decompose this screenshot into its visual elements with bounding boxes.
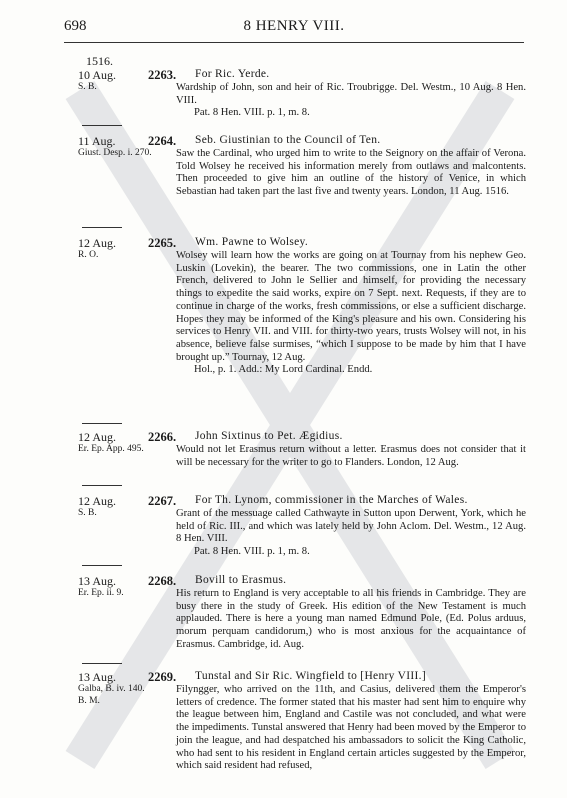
entry-ref: Hol., p. 1. Add.: My Lord Cardinal. Endd. — [194, 364, 373, 376]
entry-text: Filyngger, who arrived on the 11th, and Casius, delivered them the Emperor's letters of credence. The former stated that his master had sent him to enquire why the league between him, England and Castile was not concluded, and what were the impediments. Tunstal answered that Henry had been moved by the Emperor to join the league, and had despatched his ambassadors to solicit the King Catholic, who had sent to his resident in England certain articles suggested by the Emperor, which said resident had refused, — [176, 684, 526, 772]
entry-date: 12 Aug. — [78, 430, 117, 444]
entry-text: Saw the Cardinal, who urged him to write to the Seignory on the affair of Verona. Told Wolsey he received his information merely from outlaws and malcontents. Then proceeded to give him an outline of the history of Venice, in which Sebastian had taken part the last five and twenty years. London, 11 Aug. 1516. — [176, 148, 526, 198]
entry-date: 10 Aug. — [78, 68, 117, 82]
page-header — [64, 18, 524, 38]
entry-title: Seb. Giustinian to the Council of Ten. — [195, 134, 381, 146]
header-rule — [64, 42, 524, 43]
entry-title: Tunstal and Sir Ric. Wingfield to [Henry VIII.] — [195, 670, 426, 682]
separator — [82, 485, 122, 486]
entry-source: Giust. Desp. i. 270. — [78, 148, 152, 158]
entry-text: Grant of the messuage called Cathwayte in Sutton upon Derwent, York, which he held of Ric. III., and which was lately held by John Aclom. Del. Westm., 12 Aug. 8 Hen. VIII. — [176, 508, 526, 545]
entry-source: R. O. — [78, 250, 99, 260]
entry-number: 2267. — [148, 494, 177, 508]
page-number: 698 — [64, 18, 87, 34]
entry-date: 12 Aug. — [78, 236, 117, 250]
entry-source: Galba, B. iv. 140. — [78, 684, 145, 694]
entry-ref: Pat. 8 Hen. VIII. p. 1, m. 8. — [194, 107, 310, 119]
entry-title: Wm. Pawne to Wolsey. — [195, 236, 309, 248]
separator — [82, 663, 122, 664]
separator — [82, 423, 122, 424]
entry-number: 2264. — [148, 134, 177, 148]
entry-number: 2263. — [148, 68, 177, 82]
entry-date: 12 Aug. — [78, 494, 117, 508]
entry-text: His return to England is very acceptable to all his friends in Cambridge. They are busy there in the study of Greek. His edition of the New Testament is much applauded. There is here a young man named Edmund Pole, (Ed. Polus arduus, morum perquam candidorum,) who is most anxious for the acquaintance of Erasmus. Cambridge, id. Aug. — [176, 588, 526, 650]
separator — [82, 125, 122, 126]
entry-number: 2268. — [148, 574, 177, 588]
entry-source: S. B. — [78, 508, 97, 518]
separator — [82, 227, 122, 228]
entry-text: Wolsey will learn how the works are going on at Tournay from his nephew Geo. Luskin (Lovekin), the bearer. The two commissions, one in Latin the other French, delivered to John le Sellier and himself, for providing the necessary things to expedite the said works, expire on 7 Sept. next. Requests, if they are to continue in charge of the works, fresh commissions, or else a sufficient discharge. Hopes they may be informed of the King's pleasure and his own. Considering his services to Henry VII. and VIII. for thirty-two years, trusts Wolsey will not, in his absence, believe false surmises, “which I suppose to be made by him that I have brought up.” Tournay, 12 Aug. — [176, 250, 526, 363]
entry-title: For Ric. Yerde. — [195, 68, 270, 80]
year-label: 1516. — [86, 54, 113, 68]
separator — [82, 565, 122, 566]
entry-number: 2269. — [148, 670, 177, 684]
entry-date: 13 Aug. — [78, 574, 117, 588]
entry-source-2: B. M. — [78, 696, 100, 706]
entry-text: Wardship of John, son and heir of Ric. Troubrigge. Del. Westm., 10 Aug. 8 Hen. VIII. — [176, 82, 526, 106]
entry-date: 11 Aug. — [78, 134, 116, 148]
entry-ref: Pat. 8 Hen. VIII. p. 1, m. 8. — [194, 546, 310, 558]
entry-title: John Sixtinus to Pet. Ægidius. — [195, 430, 343, 442]
entry-text: Would not let Erasmus return without a letter. Erasmus does not consider that it will be necessary for the writer to go to Flanders. London, 12 Aug. — [176, 444, 526, 468]
entry-date: 13 Aug. — [78, 670, 117, 684]
running-title: 8 HENRY VIII. — [243, 18, 345, 34]
entry-title: For Th. Lynom, commissioner in the Marches of Wales. — [195, 494, 468, 506]
entry-title: Bovill to Erasmus. — [195, 574, 287, 586]
entry-source: Er. Ep. App. 495. — [78, 444, 144, 454]
entry-source: Er. Ep. ii. 9. — [78, 588, 124, 598]
entry-source: S. B. — [78, 82, 97, 92]
entry-number: 2265. — [148, 236, 177, 250]
entry-number: 2266. — [148, 430, 177, 444]
